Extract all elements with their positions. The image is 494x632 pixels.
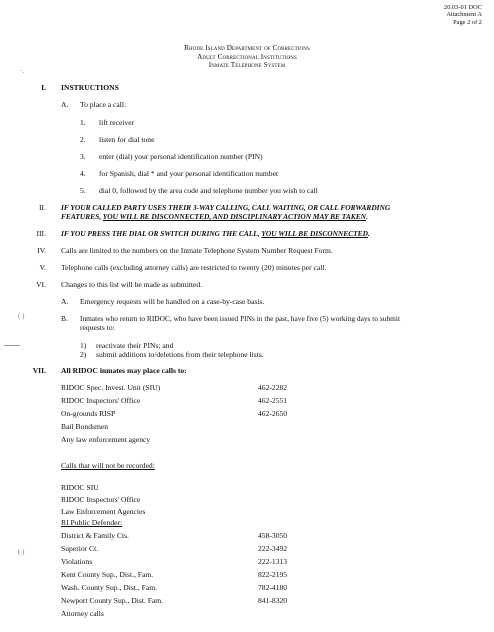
- section-1-heading: INSTRUCTIONS: [61, 83, 119, 92]
- pd-name: Violations: [61, 557, 93, 566]
- header-line-3: Page 2 of 2: [453, 18, 482, 26]
- contact-phone: 462-2551: [258, 396, 288, 405]
- section-4-text: Calls are limited to the numbers on the Inmate Telephone System Number Request Form.: [61, 246, 333, 255]
- section-5-number: V.: [39, 263, 46, 272]
- contact-name: Any law enforcement agency: [61, 435, 151, 444]
- contact-phone: 462-2282: [258, 383, 288, 392]
- pd-phone: 222-3492: [258, 544, 288, 553]
- step-text: listen for dial tone: [99, 135, 155, 144]
- section-2-number: II.: [39, 203, 46, 212]
- pd-name: Superior Ct.: [61, 544, 99, 553]
- contact-name: RIDOC Inspectors' Office: [61, 396, 141, 405]
- section-6-text: Changes to this list will be made as submitted.: [61, 280, 203, 289]
- pd-phone: 782-4180: [258, 583, 288, 592]
- contact-name: Bail Bondsmen: [61, 422, 109, 431]
- not-recorded-heading: Calls that will not be recorded:: [61, 461, 155, 470]
- public-defender-heading: RI Public Defender:: [61, 518, 123, 527]
- section-1-a-number: A.: [61, 100, 69, 109]
- margin-mark: ( ): [18, 312, 25, 320]
- header-line-2: Attachment A: [446, 11, 482, 19]
- margin-dash: [4, 345, 20, 346]
- step-number: 5.: [80, 186, 86, 195]
- section-1-a-text: To place a call:: [80, 100, 127, 109]
- section-6-b-item-text: submit additions to/deletions from their telephone lists.: [96, 350, 264, 359]
- contact-phone: 462-2650: [258, 409, 288, 418]
- not-recorded-item: RIDOC SIU: [61, 483, 99, 492]
- title-line-1: Rhode Island Department of Corrections: [184, 44, 310, 52]
- section-1-number: I.: [41, 83, 46, 92]
- document-title: [0, 44, 494, 70]
- section-2-line-2: FEATURES, YOU WILL BE DISCONNECTED, AND DISCIPLINARY ACTION MAY BE TAKEN.: [61, 212, 368, 221]
- pd-phone: 458-3050: [258, 531, 288, 540]
- margin-mark: ( ): [18, 548, 25, 556]
- section-6-b-item-number: 2): [80, 350, 87, 359]
- section-6-b-line-2: requests to:: [80, 323, 115, 332]
- section-2-line-1: IF YOUR CALLED PARTY USES THEIR 3-WAY CALLING, CALL WAITING, OR CALL FORWARDING: [61, 203, 391, 212]
- title-line-3: Inmate Telephone System: [208, 61, 286, 70]
- pd-phone: 841-8320: [258, 596, 288, 605]
- pd-name: Wash. County Sup., Dist., Fam.: [61, 583, 158, 592]
- contact-name: On-grounds RISP: [61, 409, 116, 418]
- not-recorded-item: Law Enforcement Agencies: [61, 507, 146, 516]
- step-text: lift receiver: [99, 118, 135, 127]
- margin-mark: ·.: [20, 67, 25, 75]
- section-6-b-line-1: Inmates who return to RIDOC, who have been issued PINs in the past, have five (5) working days to submit: [80, 314, 400, 323]
- section-3-number: III.: [36, 229, 46, 238]
- pd-phone: 822-2195: [258, 570, 288, 579]
- section-3-text: IF YOU PRESS THE DIAL OR SWITCH DURING THE CALL, YOU WILL BE DISCONNECTED.: [61, 229, 370, 238]
- section-4-number: IV.: [37, 246, 46, 255]
- pd-name: Newport County Sup., Dist. Fam.: [61, 596, 164, 605]
- step-number: 2.: [80, 135, 86, 144]
- pd-name: Kent County Sup., Dist., Fam.: [61, 570, 154, 579]
- step-text: enter (dial) your personal identification number (PIN): [99, 152, 263, 161]
- step-number: 4.: [80, 169, 86, 178]
- document-header: [444, 4, 482, 26]
- section-6-b-number: B.: [61, 314, 68, 323]
- pd-name: District & Family Cts.: [61, 531, 129, 540]
- step-number: 3.: [80, 152, 86, 161]
- section-7-number: VII.: [32, 366, 46, 375]
- contact-name: RIDOC Spec. Invest. Unit (SIU): [61, 383, 161, 392]
- not-recorded-item: RIDOC Inspectors' Office: [61, 495, 141, 504]
- pd-name: Attorney calls: [61, 609, 104, 618]
- section-6-b-item-number: 1): [80, 341, 87, 350]
- pd-phone: 222-1313: [258, 557, 288, 566]
- section-6-b-item-text: reactivate their PINs; and: [96, 341, 174, 350]
- step-text: for Spanish, dial * and your personal identification number: [99, 169, 279, 178]
- step-number: 1.: [80, 118, 86, 127]
- section-6-number: VI.: [36, 280, 46, 289]
- section-6-a-text: Emergency requests will be handled on a case-by-case basis.: [80, 297, 265, 306]
- header-line-1: 20.03-01 DOC: [444, 4, 482, 11]
- title-line-2: Adult Correctional Institutions: [197, 52, 297, 61]
- section-6-a-number: A.: [61, 297, 69, 306]
- section-7-heading: All RIDOC inmates may place calls to:: [61, 366, 187, 375]
- section-5-text: Telephone calls (excluding attorney calls) are restricted to twenty (20) minutes per call.: [61, 263, 327, 272]
- step-text: dial 0, followed by the area code and telephone number you wish to call: [99, 186, 318, 195]
